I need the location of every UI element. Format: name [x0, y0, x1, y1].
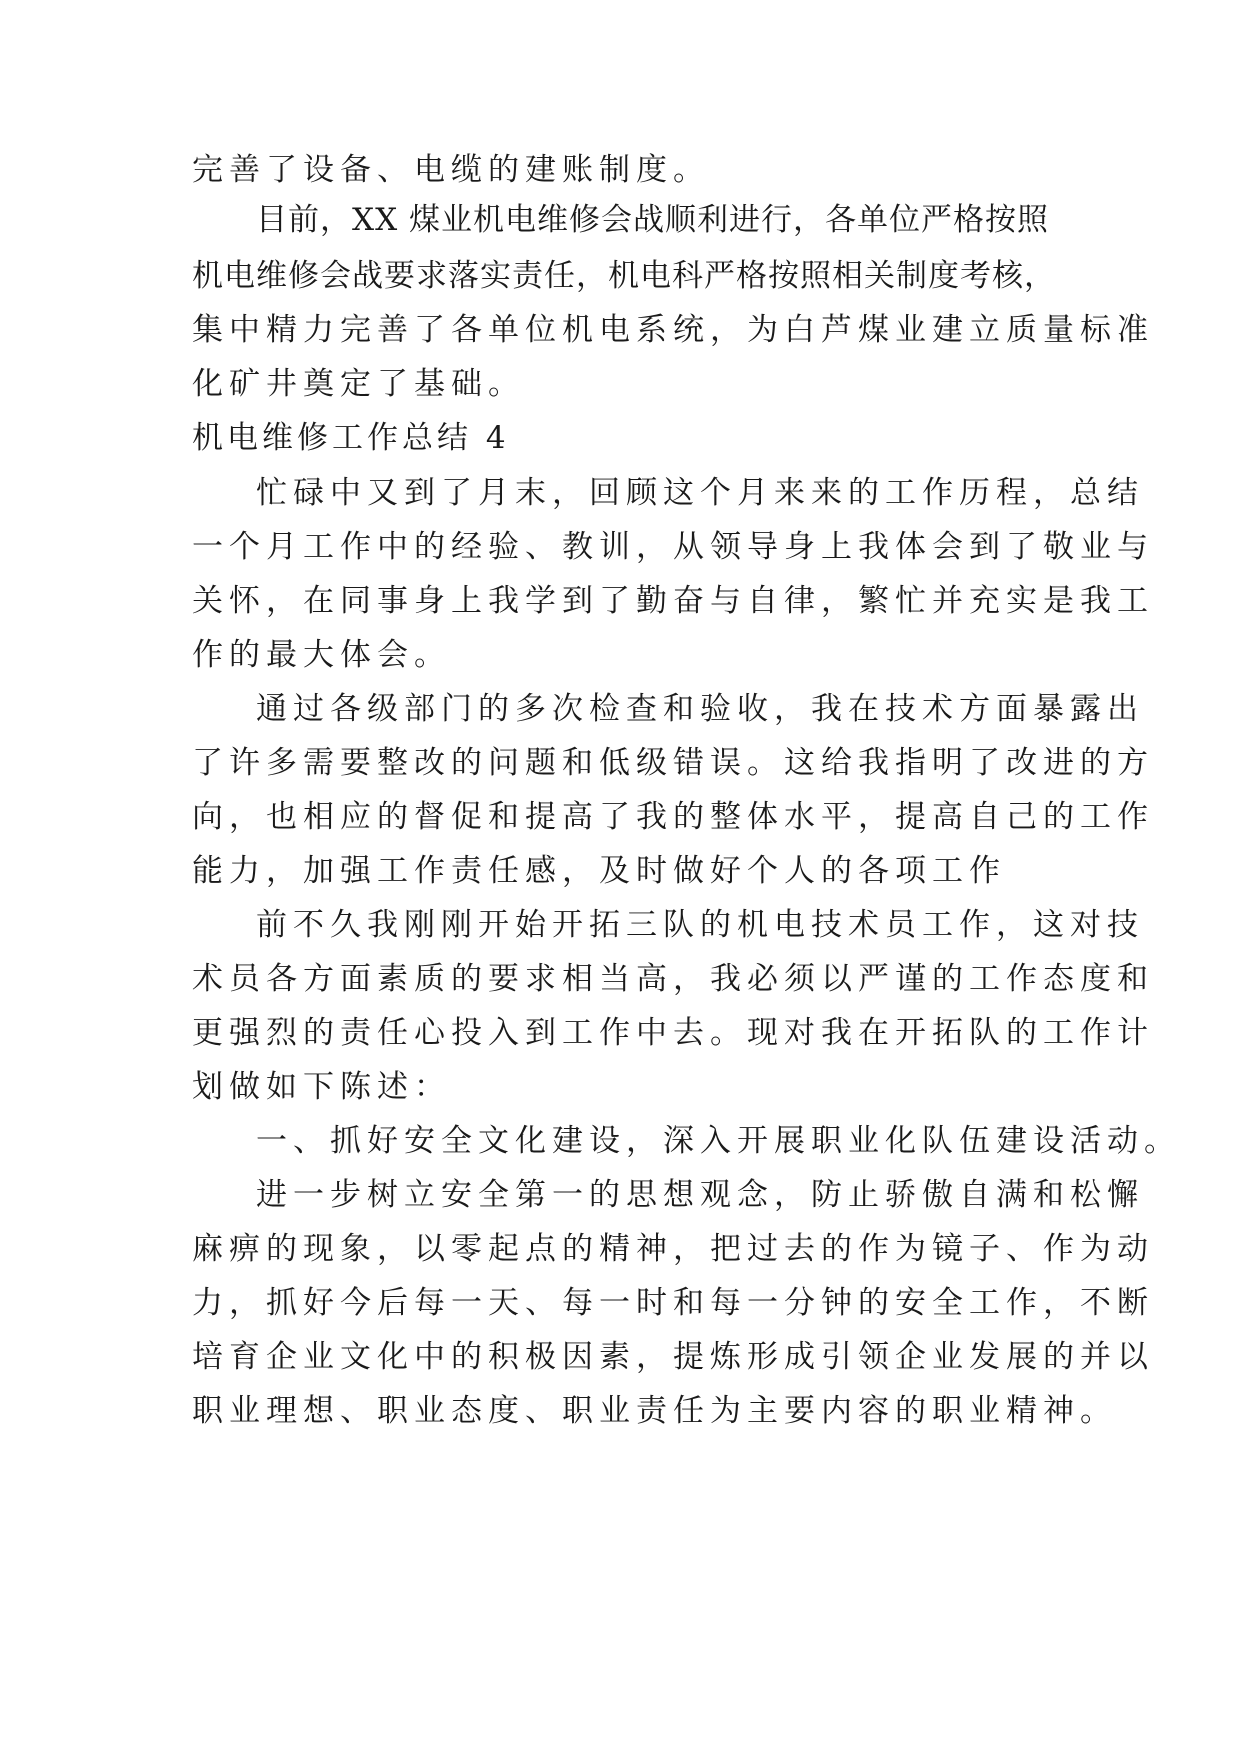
- paragraph-line: 术员各方面素质的要求相当高，我必须以严谨的工作态度和: [192, 961, 1154, 997]
- paragraph-line: 集中精力完善了各单位机电系统，为白芦煤业建立质量标准: [192, 312, 1154, 348]
- paragraph-line: 作的最大体会。: [192, 637, 451, 673]
- paragraph-line: 麻痹的现象，以零起点的精神，把过去的作为镜子、作为动: [192, 1231, 1154, 1267]
- paragraph-line: 力，抓好今后每一天、每一时和每一分钟的安全工作，不断: [192, 1285, 1154, 1321]
- paragraph-line: 机电维修会战要求落实责任，机电科严格按照相关制度考核，: [192, 258, 1056, 294]
- section-heading: 机电维修工作总结 4: [192, 420, 510, 456]
- paragraph-line: 向，也相应的督促和提高了我的整体水平，提高自己的工作: [192, 799, 1154, 835]
- paragraph-line: 一个月工作中的经验、教训，从领导身上我体会到了敬业与: [192, 529, 1154, 565]
- paragraph-line: 了许多需要整改的问题和低级错误。这给我指明了改进的方: [192, 745, 1154, 781]
- paragraph-line: 前不久我刚刚开始开拓三队的机电技术员工作，这对技: [256, 907, 1144, 943]
- paragraph-line: 划做如下陈述：: [192, 1069, 451, 1105]
- paragraph-line: 化矿井奠定了基础。: [192, 366, 525, 402]
- paragraph-line: 目前，XX 煤业机电维修会战顺利进行，各单位严格按照: [256, 202, 1049, 238]
- paragraph-line: 通过各级部门的多次检查和验收，我在技术方面暴露出: [256, 691, 1144, 727]
- paragraph-line: 忙碌中又到了月末，回顾这个月来来的工作历程，总结: [256, 475, 1144, 511]
- paragraph-line: 进一步树立安全第一的思想观念，防止骄傲自满和松懈: [256, 1177, 1144, 1213]
- paragraph-line: 更强烈的责任心投入到工作中去。现对我在开拓队的工作计: [192, 1015, 1154, 1051]
- paragraph-line: 培育企业文化中的积极因素，提炼形成引领企业发展的并以: [192, 1339, 1154, 1375]
- paragraph-line: 能力，加强工作责任感，及时做好个人的各项工作: [192, 853, 1006, 889]
- paragraph-line: 职业理想、职业态度、职业责任为主要内容的职业精神。: [192, 1393, 1117, 1429]
- paragraph-line: 关怀，在同事身上我学到了勤奋与自律，繁忙并充实是我工: [192, 583, 1154, 619]
- paragraph-line: 一、抓好安全文化建设，深入开展职业化队伍建设活动。: [256, 1123, 1181, 1159]
- paragraph-line: 完善了设备、电缆的建账制度。: [192, 152, 710, 188]
